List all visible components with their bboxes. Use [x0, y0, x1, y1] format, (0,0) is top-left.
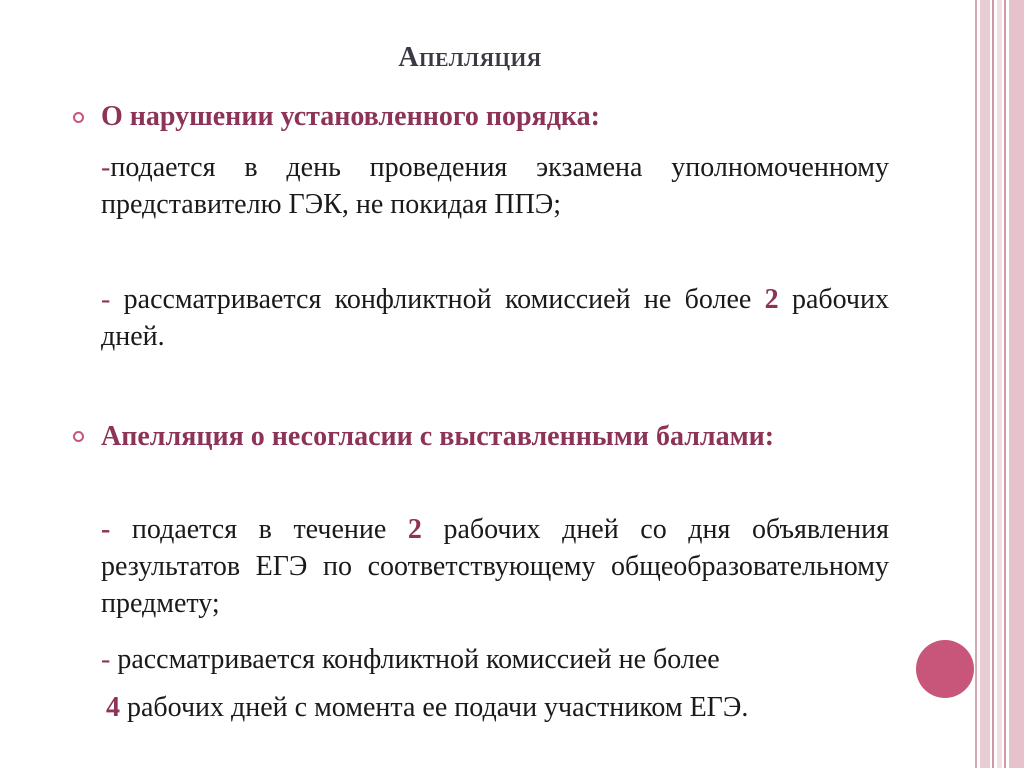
- section1-item2-text-before: рассматривается конфликтной комиссией не более: [110, 284, 765, 315]
- dash: -: [101, 514, 111, 545]
- section1-item1-text: подается в день проведения экзамена уполномоченному представителю ГЭК, не покидая ППЭ;: [101, 152, 889, 220]
- section1-item2-number: 2: [764, 284, 779, 315]
- section2-item1-text-after: рабочих дней со дня объявления результатов ЕГЭ по соответствующему общеобразовательному предмету;: [101, 514, 889, 619]
- section2-item1: [101, 511, 889, 622]
- decor-stripe: [997, 0, 1002, 768]
- section1-heading: О нарушении установленного порядка:: [101, 101, 600, 132]
- dash: -: [101, 644, 111, 675]
- dash: -: [101, 152, 111, 183]
- decor-stripe: [1004, 0, 1006, 768]
- section1-item2: [101, 281, 889, 355]
- decor-circle: [916, 640, 974, 698]
- section2-item3: [106, 689, 894, 726]
- decor-stripe: [992, 0, 994, 768]
- section1-item1: [101, 149, 889, 223]
- bullet-circle-icon: [73, 431, 84, 442]
- section2-item3-number: 4: [106, 692, 120, 723]
- decor-stripe: [1009, 0, 1024, 768]
- section2-item1-text-before: подается в течение: [110, 514, 408, 545]
- section2-item2-text: рассматривается конфликтной комиссией не более: [110, 644, 720, 675]
- section2-item1-number: 2: [407, 514, 422, 545]
- slide-title: Апелляция: [398, 42, 542, 73]
- bullet-circle-icon: [73, 112, 84, 123]
- section2-item2: [101, 641, 889, 678]
- section2-item3-text: рабочих дней с момента ее подачи участником ЕГЭ.: [120, 692, 749, 723]
- decor-stripe: [975, 0, 977, 768]
- decor-stripe: [980, 0, 990, 768]
- section1-item2-text-after: рабочих дней.: [101, 284, 889, 352]
- dash: -: [101, 284, 111, 315]
- section2-heading: Апелляция о несогласии с выставленными баллами:: [101, 421, 775, 452]
